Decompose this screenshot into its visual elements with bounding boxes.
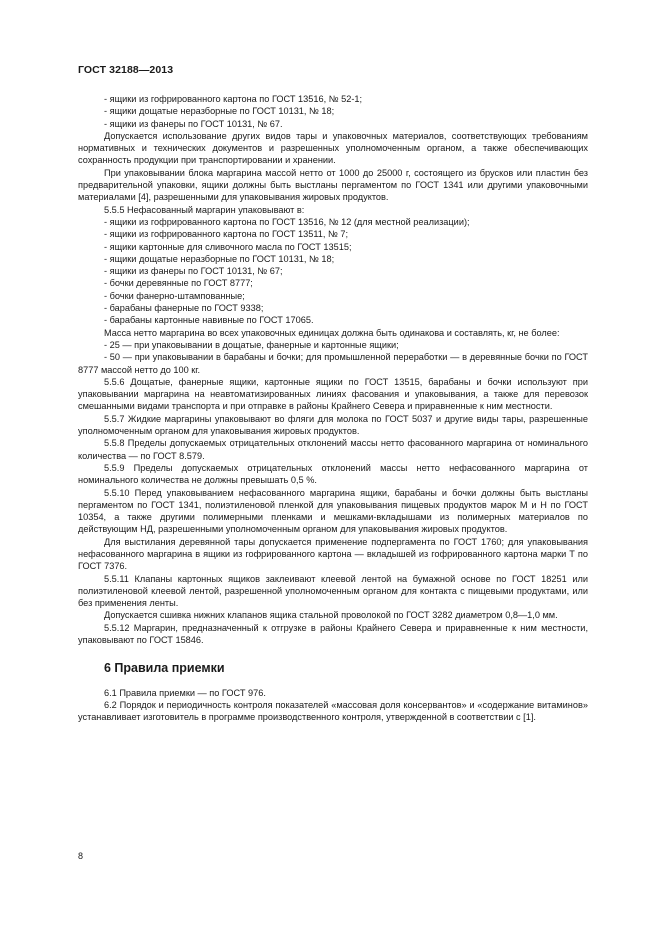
clause-5-5-8: 5.5.8 Пределы допускаемых отрицательных отклонений массы нетто фасованного маргарина от номинального количества — по ГОСТ 8.579. [78,438,588,461]
paragraph: Допускается использование других видов тары и упаковочных материалов, соответствующих требованиям нормативных и технических документов и разрешенных уполномоченным органом, а также обеспечивающих сохранность продукции при транспортировании и хранении. [78,130,588,166]
list-item: - барабаны картонные навивные по ГОСТ 17065. [104,315,314,326]
clause-6-2: 6.2 Порядок и периодичность контроля показателей «массовая доля консервантов» и «содержание витаминов» устанавливает изготовитель в программе производственного контроля, утвержденной в соответствии с [1]. [78,699,588,723]
list-item: - бочки фанерно-штампованные; [104,290,245,301]
section-6-title: 6 Правила приемки [104,661,225,676]
paragraph: Допускается сшивка нижних клапанов ящика стальной проволокой по ГОСТ 3282 диаметром 0,8—1,0 мм. [104,610,558,621]
page-number: 8 [78,851,84,861]
list-item: - ящики из гофрированного картона по ГОСТ 13511, № 7; [104,229,349,240]
paragraph: Для выстилания деревянной тары допускается применение подпергамента по ГОСТ 1760; для упаковывания нефасованного маргарина в ящики из гофрированного картона — вкладышей из гофрированного картона марки Т по ГОСТ 7376. [78,536,588,572]
list-item: - 25 — при упаковывании в дощатые, фанерные и картонные ящики; [104,339,399,350]
list-item: - ящики дощатые неразборные по ГОСТ 10131, № 18; [104,106,335,117]
list-item: - 50 — при упаковывании в барабаны и бочки; для промышленной переработки — в деревянные бочки по ГОСТ 8777 массой нетто до 100 кг. [78,352,588,375]
list-item: - ящики из фанеры по ГОСТ 10131, № 67; [104,266,283,277]
clause-5-5-12: 5.5.12 Маргарин, предназначенный к отгрузке в районы Крайнего Севера и приравненные к ним местности, упаковывают по ГОСТ 15846. [78,622,588,646]
list-item: - ящики из гофрированного картона по ГОСТ 13516, № 12 (для местной реализации); [104,216,470,227]
clause-5-5-5: 5.5.5 Нефасованный маргарин упаковывают в: [104,204,305,215]
document-body [78,93,588,724]
list-item: - бочки деревянные по ГОСТ 8777; [104,278,253,289]
clause-5-5-7: 5.5.7 Жидкие маргарины упаковывают во фляги для молока по ГОСТ 5037 и другие виды тары, разрешенные уполномоченным органом для упаковывания жировых продуктов. [78,413,588,437]
clause-5-5-10: 5.5.10 Перед упаковыванием нефасованного маргарина ящики, барабаны и бочки должны быть выстланы пергаментом по ГОСТ 1341, полиэтиленовой пленкой для упаковывания пищевых продуктов марок М и Н по ГОСТ 10354, а также другими полимерными пленками и мешками-вкладышами из полимерных материалов по действующим НД, разрешенными уполномоченным органом для упаковывания жировых продуктов. [78,487,588,535]
clause-5-5-6: 5.5.6 Дощатые, фанерные ящики, картонные ящики по ГОСТ 13515, барабаны и бочки используют при упаковывании маргарина на неавтоматизированных линиях фасования и упаковывания, а также для перевозок смешанными видами транспорта и при отправке в районы Крайнего Севера и приравненные к ним местности. [78,376,588,412]
list-item: - барабаны фанерные по ГОСТ 9338; [104,303,264,314]
clause-6-1: 6.1 Правила приемки — по ГОСТ 976. [104,687,266,698]
paragraph: Масса нетто маргарина во всех упаковочных единицах должна быть одинакова и составлять, кг, не более: [104,327,560,338]
clause-5-5-9: 5.5.9 Пределы допускаемых отрицательных отклонений массы нетто нефасованного маргарина от номинального количества не должны превышать 0,5 %. [78,462,588,486]
list-item: - ящики из фанеры по ГОСТ 10131, № 67. [104,118,283,129]
list-item: - ящики дощатые неразборные по ГОСТ 10131, № 18; [104,253,335,264]
list-item: - ящики из гофрированного картона по ГОСТ 13516, № 52-1; [104,94,363,104]
document-header: ГОСТ 32188—2013 [78,64,174,76]
paragraph: При упаковывании блока маргарина массой нетто от 1000 до 25000 г, состоящего из брусков или пластин без предварительной упаковки, ящики должны быть выстланы пергаментом по ГОСТ 1341 или другими упаковочными материалами [4], разрешенными для упаковывания жировых продуктов. [78,167,588,203]
list-item: - ящики картонные для сливочного масла по ГОСТ 13515; [104,241,352,252]
clause-5-5-11: 5.5.11 Клапаны картонных ящиков заклеивают клеевой лентой на бумажной основе по ГОСТ 18251 или полиэтиленовой клеевой лентой, разрешенной уполномоченным органом для контакта с пищевыми продуктами, или без применения ленты. [78,573,588,609]
